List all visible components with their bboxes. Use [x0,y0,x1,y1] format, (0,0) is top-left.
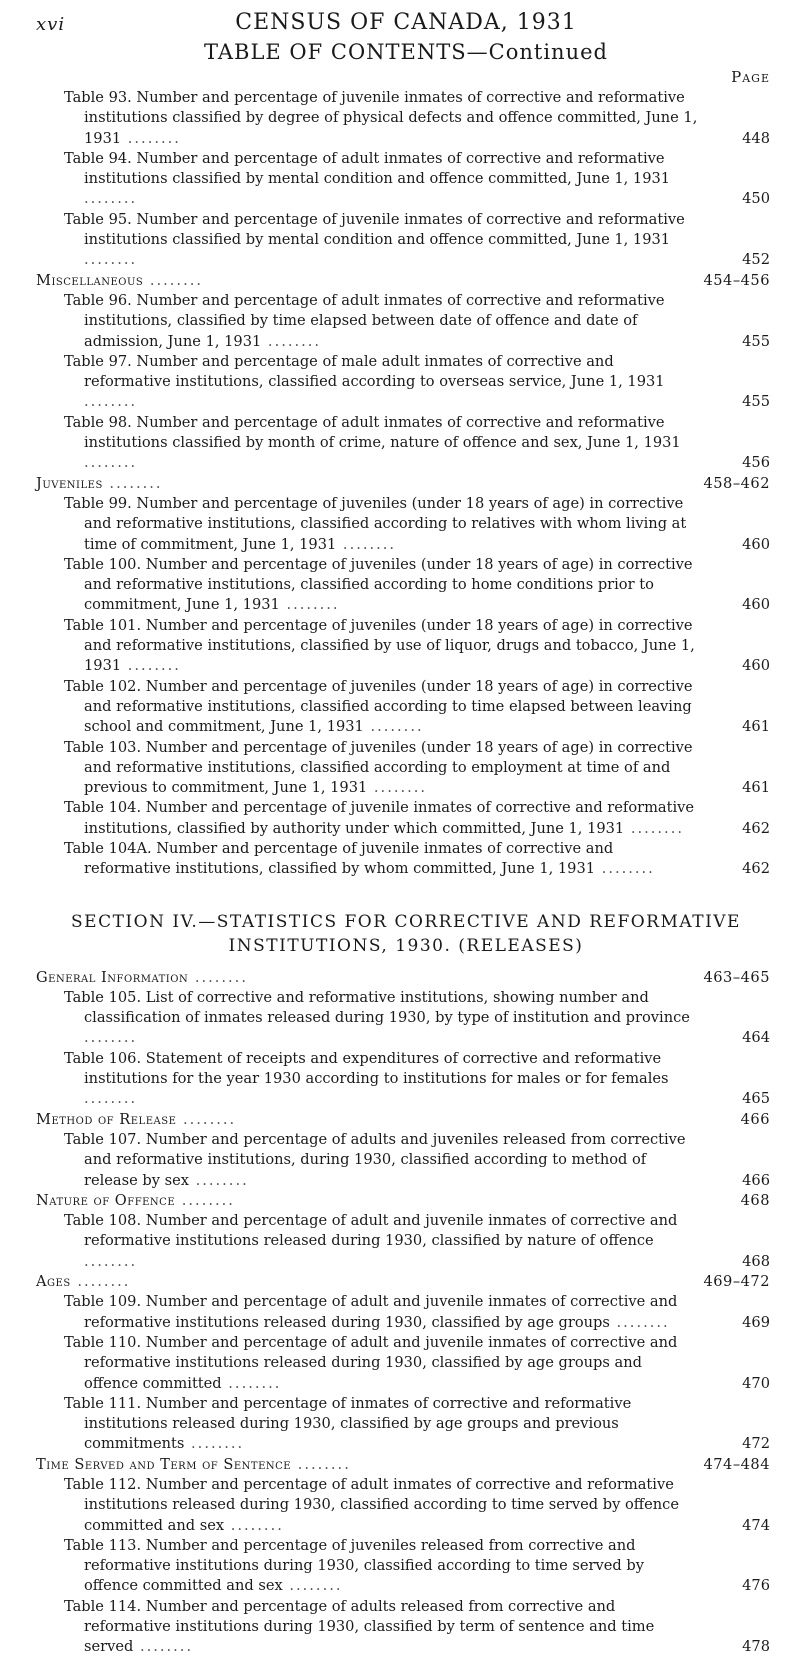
leader-dots: ........ [363,718,424,736]
leader-dots: ........ [188,1171,249,1189]
entry-page-number: 460 [742,596,770,614]
leader-dots: ........ [624,819,684,837]
entry-text: Table 104. Number and percentage of juvenile inmates of corrective and reformative institutions, classified by authority under which committed, June 1, 1931 [64,799,695,837]
entry-text: Table 98. Number and percentage of adult inmates of corrective and reformative institutions classified by month of crime, nature of offence and sex, June 1, 1931 [64,413,681,452]
entry-page-number: 468 [740,1191,770,1209]
leader-dots: ........ [609,1313,670,1331]
toc-category-entry [36,1272,776,1292]
entry-page-number: 458–462 [703,474,770,492]
entry-text: Ages [36,1273,71,1291]
entry-text: Table 113. Number and percentage of juveniles released from corrective and reformative institutions during 1930, classified according to time served by offence committed and sex [64,1536,644,1595]
toc-table-entry [36,1394,776,1455]
entry-text: Table 104A. Number and percentage of juvenile inmates of corrective and reformative institutions, classified by whom committed, June 1, 1931 [64,839,614,878]
entry-page-number: 464 [742,1029,770,1047]
toc-table-entry [36,1049,776,1110]
leader-dots: ........ [176,1110,237,1128]
leader-dots: ........ [70,1273,131,1291]
leader-dots: ........ [595,860,655,878]
entry-text: Table 112. Number and percentage of adult inmates of corrective and reformative institutions released during 1930, classified according to time served by offence committed and sex [64,1476,679,1534]
toc-table-entry [36,839,776,880]
entry-page-number: 476 [742,1577,770,1595]
entry-page-number: 474–484 [703,1455,770,1473]
entry-text: Table 93. Number and percentage of juvenile inmates of corrective and reformative institutions classified by degree of physical defects and offence committed, June 1, 1931 [64,89,698,147]
toc-category-entry [36,1110,776,1130]
entry-page-number: 460 [742,657,770,675]
toc-table-entry [36,1536,776,1597]
leader-dots: ........ [84,1090,138,1108]
entry-text: Table 107. Number and percentage of adults and juveniles released from corrective and reformative institutions, during 1930, classified according to method of release by sex [64,1130,686,1189]
leader-dots: ........ [102,474,163,492]
toc-table-entry [36,210,776,271]
entry-text: Table 95. Number and percentage of juvenile inmates of corrective and reformative institutions classified by mental condition and offence committed, June 1, 1931 [64,210,685,249]
toc-table-entry [36,1211,776,1272]
leader-dots: ........ [121,657,181,675]
leader-dots: ........ [261,332,322,350]
toc-table-entry [36,1292,776,1333]
toc-category-entry [36,1455,776,1475]
toc-table-entry [36,1597,776,1658]
toc-table-entry [36,88,776,149]
page-column-label: Page [731,68,770,86]
toc-list-after [36,968,776,1658]
toc-list-before [36,88,776,880]
toc-table-entry [36,616,776,677]
toc-table-entry [36,677,776,738]
entry-text: Table 108. Number and percentage of adult and juvenile inmates of corrective and reformative institutions released during 1930, classified by nature of offence [64,1212,678,1250]
entry-text: Time Served and Term of Sentence [36,1455,292,1473]
entry-page-number: 455 [742,393,770,411]
entry-text: Table 97. Number and percentage of male adult inmates of corrective and reformative institutions, classified according to overseas service, June 1, 1931 [64,352,665,391]
entry-page-number: 469–472 [703,1273,770,1291]
toc-category-entry [36,474,776,494]
leader-dots: ........ [84,190,138,208]
toc-table-entry [36,149,776,210]
leader-dots: ........ [133,1638,194,1656]
leader-dots: ........ [224,1516,284,1534]
entry-text: Table 111. Number and percentage of inmates of corrective and reformative institutions released during 1930, classified by age groups and previous commitments [64,1394,632,1453]
entry-page-number: 469 [742,1313,770,1331]
leader-dots: ........ [84,1252,138,1270]
toc-table-entry [36,988,776,1049]
entry-page-number: 454–456 [703,271,770,289]
entry-text: Table 110. Number and percentage of adult and juvenile inmates of corrective and reformative institutions released during 1930, classified by age groups and offence committed [64,1333,678,1392]
leader-dots: ........ [121,129,181,147]
leader-dots: ........ [336,535,397,553]
toc-title: TABLE OF CONTENTS—Continued [204,40,608,64]
toc-category-entry [36,271,776,291]
entry-page-number: 465 [742,1090,770,1108]
leader-dots: ........ [84,251,138,269]
leader-dots: ........ [175,1191,235,1209]
toc-table-entry [36,1333,776,1394]
entry-text: Table 96. Number and percentage of adult inmates of corrective and reformative institutions, classified by time elapsed between date of offence and date of admission, June 1, 1931 [64,291,665,350]
leader-dots: ........ [367,779,428,797]
entry-page-number: 474 [742,1516,770,1534]
entry-text: Miscellaneous [36,271,144,289]
entry-page-number: 456 [742,454,770,472]
toc-table-entry [36,494,776,555]
entry-page-number: 470 [742,1374,770,1392]
toc-table-entry [36,413,776,474]
entry-page-number: 455 [742,332,770,350]
entry-text: Table 103. Number and percentage of juveniles (under 18 years of age) in corrective and reformative institutions, classified according to employment at time of and previous to commitment, June 1, 1931 [64,738,693,797]
leader-dots: ........ [291,1455,351,1473]
entry-page-number: 462 [742,819,770,837]
toc-table-entry [36,738,776,799]
entry-text: Table 102. Number and percentage of juveniles (under 18 years of age) in corrective and reformative institutions, classified according to time elapsed between leaving school and commitment, June 1, 1931 [64,677,693,736]
toc-category-entry [36,1191,776,1211]
entry-text: Table 99. Number and percentage of juveniles (under 18 years of age) in corrective and reformative institutions, classified according to relatives with whom living at time of commitment, June 1, 1931 [64,494,687,553]
entry-text: Table 101. Number and percentage of juveniles (under 18 years of age) in corrective and reformative institutions, classified by use of liquor, drugs and tobacco, June 1, 1931 [64,616,695,675]
toc-table-entry [36,291,776,352]
leader-dots: ........ [279,596,340,614]
page-number: xvi [36,14,66,35]
section-heading-line-1: SECTION IV.—STATISTICS FOR CORRECTIVE AND REFORMATIVE [71,911,741,932]
leader-dots: ........ [143,271,203,289]
entry-page-number: 478 [742,1638,770,1656]
entry-page-number: 472 [742,1435,770,1453]
toc-table-entry [36,352,776,413]
entry-text: Nature of Offence [36,1191,176,1209]
toc-table-entry [36,798,776,839]
leader-dots: ........ [84,393,138,411]
leader-dots: ........ [84,1029,138,1047]
entry-page-number: 468 [742,1252,770,1270]
entry-page-number: 462 [742,860,770,878]
entry-text: Table 94. Number and percentage of adult inmates of corrective and reformative institutions classified by mental condition and offence committed, June 1, 1931 [64,149,671,188]
toc-page [36,4,776,1658]
toc-category-entry [36,968,776,988]
entry-page-number: 460 [742,535,770,553]
entry-page-number: 463–465 [703,968,770,986]
entry-page-number: 466 [742,1171,770,1189]
book-title: CENSUS OF CANADA, 1931 [235,10,577,35]
entry-page-number: 448 [742,129,770,147]
entry-page-number: 466 [740,1110,770,1128]
entry-text: Juveniles [36,474,103,492]
section-heading [36,910,776,958]
toc-table-entry [36,1475,776,1536]
entry-text: Table 105. List of corrective and reformative institutions, showing number and classification of inmates released during 1930, by type of institution and province [64,988,690,1027]
toc-table-entry [36,1130,776,1191]
entry-text: General Information [36,968,189,986]
entry-page-number: 450 [742,190,770,208]
leader-dots: ........ [184,1435,245,1453]
entry-text: Table 106. Statement of receipts and expenditures of corrective and reformative institutions for the year 1930 according to institutions for males or for females [64,1049,669,1088]
leader-dots: ........ [188,968,248,986]
running-head [36,4,776,38]
leader-dots: ........ [282,1577,343,1595]
entry-page-number: 461 [742,779,770,797]
leader-dots: ........ [221,1374,282,1392]
entry-page-number: 452 [742,251,770,269]
entry-text: Table 100. Number and percentage of juveniles (under 18 years of age) in corrective and reformative institutions, classified according to home conditions prior to commitment, June 1, 1931 [64,555,693,614]
entry-page-number: 461 [742,718,770,736]
entry-text: Table 109. Number and percentage of adult and juvenile inmates of corrective and reformative institutions released during 1930, classified by age groups [64,1293,678,1331]
leader-dots: ........ [84,454,138,472]
section-heading-line-2: INSTITUTIONS, 1930. (RELEASES) [228,935,584,956]
entry-text: Table 114. Number and percentage of adults released from corrective and reformative institutions during 1930, classified by term of sentence and time served [64,1597,655,1656]
toc-table-entry [36,555,776,616]
entry-text: Method of Release [36,1110,177,1128]
